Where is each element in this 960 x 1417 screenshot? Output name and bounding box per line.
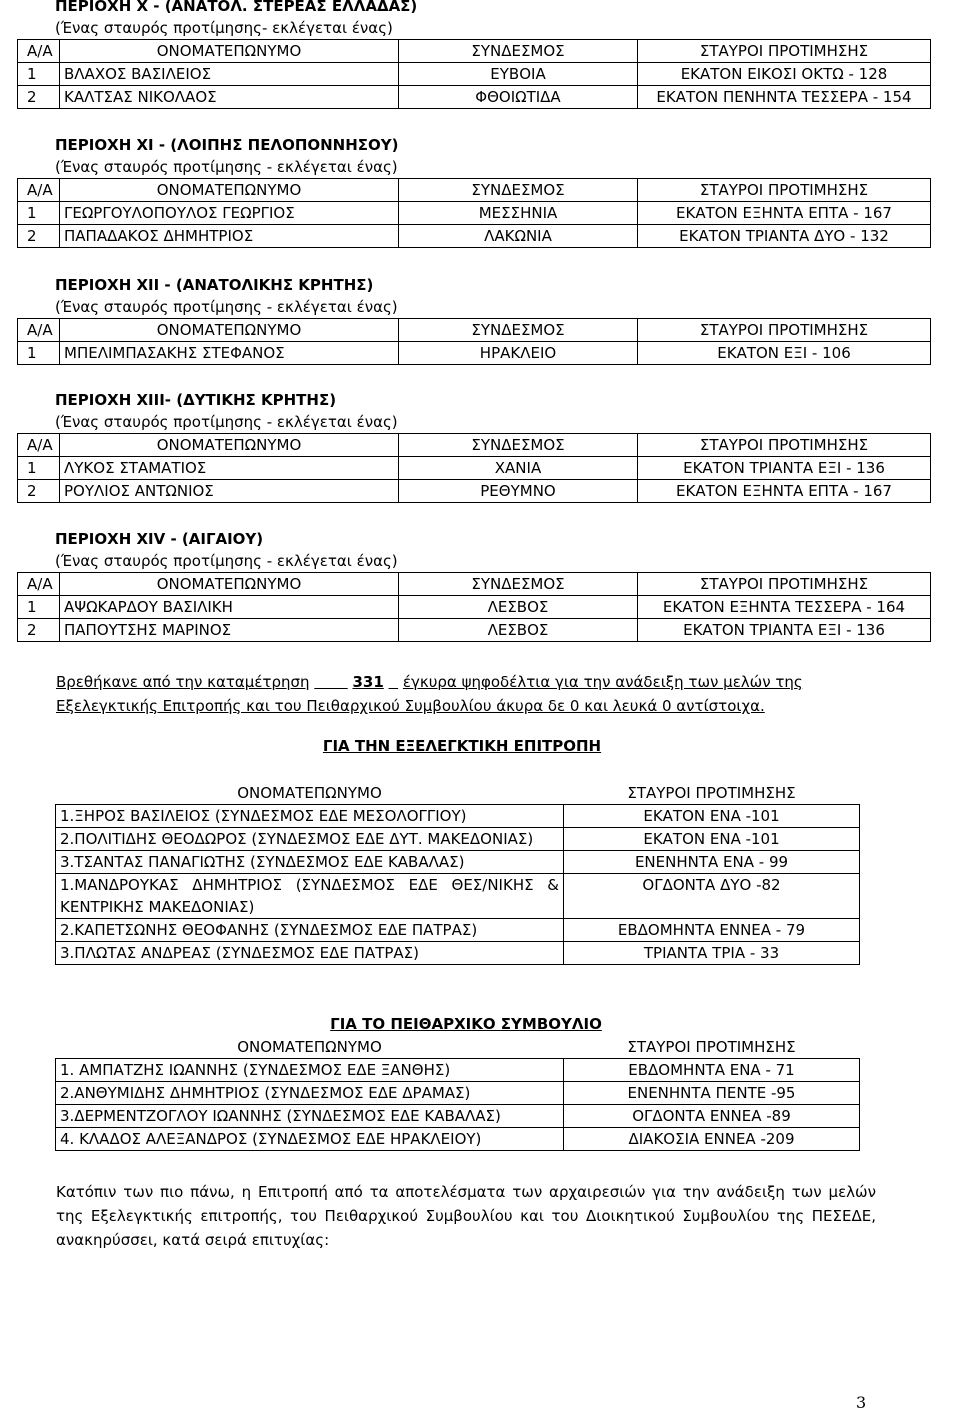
disciplinary-board-table	[55, 1036, 860, 1151]
candidates-table	[17, 178, 931, 248]
col-header-votes: ΣΤΑΥΡΟΙ ΠΡΟΤΙΜΗΣΗΣ	[638, 319, 931, 342]
table-row	[18, 342, 931, 365]
row-index: 1	[18, 342, 60, 365]
valid-ballot-count: 331	[352, 673, 384, 691]
row-votes: ΕΚΑΤΟΝ ΠΕΝΗΝΤΑ ΤΕΣΣΕΡΑ - 154	[638, 86, 931, 109]
region-xiv	[17, 528, 931, 642]
col-header-index: Α/Α	[18, 573, 60, 596]
row-votes: ΕΚΑΤΟΝ ΕΞΗΝΤΑ ΤΕΣΣΕΡΑ - 164	[638, 596, 931, 619]
col-header-name: ΟΝΟΜΑΤΕΠΩΝΥΜΟ	[60, 40, 399, 63]
row-association: ΕΥΒΟΙΑ	[399, 63, 638, 86]
table-row	[56, 1128, 860, 1151]
row-votes: ΕΚΑΤΟΝ ΕΞΗΝΤΑ ΕΠΤΑ - 167	[638, 202, 931, 225]
row-votes: ΕΚΑΤΟΝ ΕΝΑ -101	[564, 828, 860, 851]
table-row	[56, 828, 860, 851]
page-number: 3	[856, 1393, 867, 1412]
row-votes: ΕΝΕΝΗΝΤΑ ΕΝΑ - 99	[564, 851, 860, 874]
row-index: 2	[18, 86, 60, 109]
col-header-name: ΟΝΟΜΑΤΕΠΩΝΥΜΟ	[60, 179, 399, 202]
table-row	[18, 596, 931, 619]
row-votes: ΕΒΔΟΜΗΝΤΑ ΕΝΝΕΑ - 79	[564, 919, 860, 942]
col-header-votes: ΣΤΑΥΡΟΙ ΠΡΟΤΙΜΗΣΗΣ	[638, 434, 931, 457]
col-header-name: ΟΝΟΜΑΤΕΠΩΝΥΜΟ	[60, 573, 399, 596]
ballot-count-text: Βρεθήκανε από την καταμέτρηση	[56, 673, 310, 691]
table-row	[18, 480, 931, 503]
row-votes: ΔΙΑΚΟΣΙΑ ΕΝΝΕΑ -209	[564, 1128, 860, 1151]
table-row	[56, 851, 860, 874]
col-header-index: Α/Α	[18, 434, 60, 457]
row-name: 1. ΑΜΠΑΤΖΗΣ ΙΩΑΝΝΗΣ (ΣΥΝΔΕΣΜΟΣ ΕΔΕ ΞΑΝΘΗΣ)	[56, 1059, 564, 1082]
row-name: ΡΟΥΛΙΟΣ ΑΝΤΩΝΙΟΣ	[60, 480, 399, 503]
col-header-votes: ΣΤΑΥΡΟΙ ΠΡΟΤΙΜΗΣΗΣ	[627, 1038, 796, 1056]
candidates-table	[17, 433, 931, 503]
row-votes: ΕΚΑΤΟΝ ΕΙΚΟΣΙ ΟΚΤΩ - 128	[638, 63, 931, 86]
audit-committee-table	[55, 782, 860, 965]
row-index: 2	[18, 619, 60, 642]
row-index: 1	[18, 63, 60, 86]
row-association: ΧΑΝΙΑ	[399, 457, 638, 480]
row-name: ΓΕΩΡΓΟΥΛΟΠΟΥΛΟΣ ΓΕΩΡΓΙΟΣ	[60, 202, 399, 225]
row-association: ΜΕΣΣΗΝΙΑ	[399, 202, 638, 225]
region-title: ΠΕΡΙΟΧΗ Χ - (ΑΝΑΤΟΛ. ΣΤΕΡΕΑΣ ΕΛΛΑΔΑΣ)	[55, 0, 418, 15]
region-subtitle: (Ένας σταυρός προτίμησης - εκλέγεται ένας)	[55, 413, 398, 431]
col-header-index: Α/Α	[18, 179, 60, 202]
row-name: 1.ΞΗΡΟΣ ΒΑΣΙΛΕΙΟΣ (ΣΥΝΔΕΣΜΟΣ ΕΔΕ ΜΕΣΟΛΟΓΓΙΟΥ)	[56, 805, 564, 828]
row-name: 4. ΚΛΑΔΟΣ ΑΛΕΞΑΝΔΡΟΣ (ΣΥΝΔΕΣΜΟΣ ΕΔΕ ΗΡΑΚΛΕΙΟΥ)	[56, 1128, 564, 1151]
region-subtitle: (Ένας σταυρός προτίμησης- εκλέγεται ένας)	[55, 19, 393, 37]
row-name: 3.ΔΕΡΜΕΝΤΖΟΓΛΟΥ ΙΩΑΝΝΗΣ (ΣΥΝΔΕΣΜΟΣ ΕΔΕ ΚΑΒΑΛΑΣ)	[56, 1105, 564, 1128]
row-votes: ΕΚΑΤΟΝ ΤΡΙΑΝΤΑ ΕΞΙ - 136	[638, 457, 931, 480]
row-name: ΠΑΠΑΔΑΚΟΣ ΔΗΜΗΤΡΙΟΣ	[60, 225, 399, 248]
row-votes: ΟΓΔΟΝΤΑ ΔΥΟ -82	[564, 874, 860, 919]
table-row	[18, 63, 931, 86]
col-header-votes: ΣΤΑΥΡΟΙ ΠΡΟΤΙΜΗΣΗΣ	[638, 179, 931, 202]
table-header-row	[56, 1036, 860, 1059]
table-header-row	[56, 782, 860, 805]
table-row	[18, 86, 931, 109]
row-name: 2.ΠΟΛΙΤΙΔΗΣ ΘΕΟΔΩΡΟΣ (ΣΥΝΔΕΣΜΟΣ ΕΔΕ ΔΥΤ. ΜΑΚΕΔΟΝΙΑΣ)	[56, 828, 564, 851]
col-header-name: ΟΝΟΜΑΤΕΠΩΝΥΜΟ	[237, 1038, 382, 1056]
table-header-row	[18, 319, 931, 342]
row-association: ΡΕΘΥΜΝΟ	[399, 480, 638, 503]
audit-committee-title: ΓΙΑ ΤΗΝ ΕΞΕΛΕΓΚΤΙΚΗ ΕΠΙΤΡΟΠΗ	[322, 737, 602, 755]
col-header-association: ΣΥΝΔΕΣΜΟΣ	[399, 179, 638, 202]
candidates-table	[17, 39, 931, 109]
row-index: 1	[18, 596, 60, 619]
row-name: 1.ΜΑΝΔΡΟΥΚΑΣ ΔΗΜΗΤΡΙΟΣ (ΣΥΝΔΕΣΜΟΣ ΕΔΕ ΘΕΣ/ΝΙΚΗΣ & ΚΕΝΤΡΙΚΗΣ ΜΑΚΕΔΟΝΙΑΣ)	[56, 874, 564, 919]
row-name: ΠΑΠΟΥΤΣΗΣ ΜΑΡΙΝΟΣ	[60, 619, 399, 642]
row-votes: ΕΚΑΤΟΝ ΕΝΑ -101	[564, 805, 860, 828]
row-name: ΛΥΚΟΣ ΣΤΑΜΑΤΙΟΣ	[60, 457, 399, 480]
row-name: ΑΨΩΚΑΡΔΟΥ ΒΑΣΙΛΙΚΗ	[60, 596, 399, 619]
row-name: ΒΛΑΧΟΣ ΒΑΣΙΛΕΙΟΣ	[60, 63, 399, 86]
region-xi	[17, 134, 931, 248]
row-name: ΜΠΕΛΙΜΠΑΣΑΚΗΣ ΣΤΕΦΑΝΟΣ	[60, 342, 399, 365]
table-row	[56, 1082, 860, 1105]
row-association: ΛΕΣΒΟΣ	[399, 619, 638, 642]
table-row	[56, 919, 860, 942]
col-header-index: Α/Α	[18, 319, 60, 342]
closing-paragraph: Κατόπιν των πιο πάνω, η Επιτροπή από τα αποτελέσματα των αρχαιρεσιών για την ανάδειξη των μελών της Εξελεγκτικής επιτροπής, του Πειθαρχικού Συμβουλίου και του Διοικητικού Συμβουλίου της ΠΕΣΕΔΕ, ανακηρύσσει, κατά σειρά επιτυχίας:	[56, 1183, 876, 1249]
table-header-row	[18, 40, 931, 63]
table-header-row	[18, 179, 931, 202]
candidates-table	[17, 318, 931, 365]
ballot-count-line1	[56, 670, 936, 694]
col-header-association: ΣΥΝΔΕΣΜΟΣ	[399, 434, 638, 457]
row-votes: ΕΚΑΤΟΝ ΤΡΙΑΝΤΑ ΕΞΙ - 136	[638, 619, 931, 642]
table-row	[56, 874, 860, 919]
table-row	[18, 457, 931, 480]
col-header-name: ΟΝΟΜΑΤΕΠΩΝΥΜΟ	[60, 434, 399, 457]
row-association: ΛΑΚΩΝΙΑ	[399, 225, 638, 248]
row-association: ΦΘΟΙΩΤΙΔΑ	[399, 86, 638, 109]
row-index: 2	[18, 225, 60, 248]
row-votes: ΕΒΔΟΜΗΝΤΑ ΕΝΑ - 71	[564, 1059, 860, 1082]
col-header-votes: ΣΤΑΥΡΟΙ ΠΡΟΤΙΜΗΣΗΣ	[627, 784, 796, 802]
ballot-count-line2: Εξελεγκτικής Επιτροπής και του Πειθαρχικού Συμβουλίου άκυρα δε 0 και λευκά 0 αντίστοιχα.	[56, 697, 765, 715]
table-row	[56, 1059, 860, 1082]
col-header-association: ΣΥΝΔΕΣΜΟΣ	[399, 40, 638, 63]
row-name: ΚΑΛΤΣΑΣ ΝΙΚΟΛΑΟΣ	[60, 86, 399, 109]
region-xii	[17, 274, 931, 365]
table-row	[18, 225, 931, 248]
row-association: ΗΡΑΚΛΕΙΟ	[399, 342, 638, 365]
col-header-name: ΟΝΟΜΑΤΕΠΩΝΥΜΟ	[60, 319, 399, 342]
row-name: 2.ΚΑΠΕΤΣΩΝΗΣ ΘΕΟΦΑΝΗΣ (ΣΥΝΔΕΣΜΟΣ ΕΔΕ ΠΑΤΡΑΣ)	[56, 919, 564, 942]
disciplinary-board-title: ΓΙΑ ΤΟ ΠΕΙΘΑΡΧΙΚΟ ΣΥΜΒΟΥΛΙΟ	[330, 1015, 602, 1033]
region-subtitle: (Ένας σταυρός προτίμησης - εκλέγεται ένας)	[55, 158, 398, 176]
table-row	[18, 619, 931, 642]
col-header-votes: ΣΤΑΥΡΟΙ ΠΡΟΤΙΜΗΣΗΣ	[638, 40, 931, 63]
row-votes: ΕΚΑΤΟΝ ΕΞΙ - 106	[638, 342, 931, 365]
ballot-count-paragraph	[56, 670, 936, 718]
region-title: ΠΕΡΙΟΧΗ ΧΙΙΙ- (ΔΥΤΙΚΗΣ ΚΡΗΤΗΣ)	[55, 391, 337, 409]
ballot-count-text-2: έγκυρα ψηφοδέλτια για την ανάδειξη των μελών της	[402, 673, 803, 691]
col-header-association: ΣΥΝΔΕΣΜΟΣ	[399, 573, 638, 596]
candidates-table	[17, 572, 931, 642]
row-votes: ΕΚΑΤΟΝ ΕΞΗΝΤΑ ΕΠΤΑ - 167	[638, 480, 931, 503]
row-votes: ΕΚΑΤΟΝ ΤΡΙΑΝΤΑ ΔΥΟ - 132	[638, 225, 931, 248]
table-header-row	[18, 573, 931, 596]
table-row	[56, 1105, 860, 1128]
table-row	[56, 805, 860, 828]
region-title: ΠΕΡΙΟΧΗ ΧΙ - (ΛΟΙΠΗΣ ΠΕΛΟΠΟΝΝΗΣΟΥ)	[55, 136, 399, 154]
region-x	[17, 0, 931, 109]
region-subtitle: (Ένας σταυρός προτίμησης - εκλέγεται ένας)	[55, 298, 398, 316]
region-title: ΠΕΡΙΟΧΗ ΧΙΙ - (ΑΝΑΤΟΛΙΚΗΣ ΚΡΗΤΗΣ)	[55, 276, 374, 294]
row-index: 2	[18, 480, 60, 503]
row-index: 1	[18, 457, 60, 480]
row-votes: ΟΓΔΟΝΤΑ ΕΝΝΕΑ -89	[564, 1105, 860, 1128]
col-header-name: ΟΝΟΜΑΤΕΠΩΝΥΜΟ	[237, 784, 382, 802]
row-votes: ΤΡΙΑΝΤΑ ΤΡΙΑ - 33	[564, 942, 860, 965]
table-row	[18, 202, 931, 225]
region-subtitle: (Ένας σταυρός προτίμησης - εκλέγεται ένας)	[55, 552, 398, 570]
table-header-row	[18, 434, 931, 457]
row-votes: ΕΝΕΝΗΝΤΑ ΠΕΝΤΕ -95	[564, 1082, 860, 1105]
col-header-votes: ΣΤΑΥΡΟΙ ΠΡΟΤΙΜΗΣΗΣ	[638, 573, 931, 596]
row-association: ΛΕΣΒΟΣ	[399, 596, 638, 619]
col-header-association: ΣΥΝΔΕΣΜΟΣ	[399, 319, 638, 342]
region-title: ΠΕΡΙΟΧΗ ΧΙV - (ΑΙΓΑΙΟΥ)	[55, 530, 264, 548]
row-name: 3.ΤΣΑΝΤΑΣ ΠΑΝΑΓΙΩΤΗΣ (ΣΥΝΔΕΣΜΟΣ ΕΔΕ ΚΑΒΑΛΑΣ)	[56, 851, 564, 874]
row-index: 1	[18, 202, 60, 225]
row-name: 3.ΠΛΩΤΑΣ ΑΝΔΡΕΑΣ (ΣΥΝΔΕΣΜΟΣ ΕΔΕ ΠΑΤΡΑΣ)	[56, 942, 564, 965]
col-header-index: Α/Α	[18, 40, 60, 63]
row-name: 2.ΑΝΘΥΜΙΔΗΣ ΔΗΜΗΤΡΙΟΣ (ΣΥΝΔΕΣΜΟΣ ΕΔΕ ΔΡΑΜΑΣ)	[56, 1082, 564, 1105]
table-row	[56, 942, 860, 965]
region-xiii	[17, 389, 931, 503]
